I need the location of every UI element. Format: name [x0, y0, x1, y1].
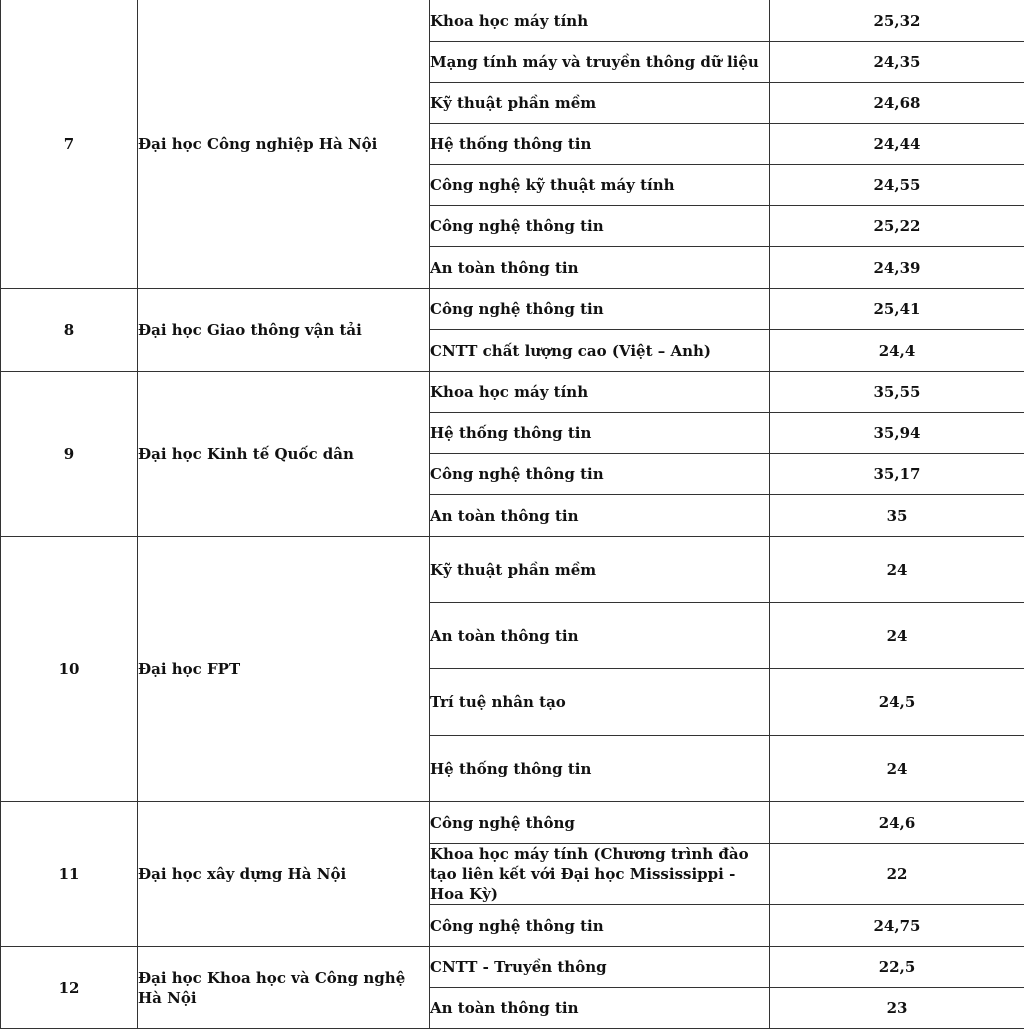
major-name: An toàn thông tin	[430, 495, 770, 537]
major-name: Hệ thống thông tin	[430, 413, 770, 454]
major-name: An toàn thông tin	[430, 988, 770, 1029]
cutoff-score: 23	[770, 988, 1024, 1029]
major-name: Mạng tính máy và truyền thông dữ liệu	[430, 42, 770, 83]
university-name: Đại học xây dựng Hà Nội	[138, 802, 430, 947]
major-name: Khoa học máy tính	[430, 372, 770, 413]
cutoff-score: 25,22	[770, 206, 1024, 247]
major-name: Công nghệ thông tin	[430, 289, 770, 330]
major-name: Công nghệ thông tin	[430, 454, 770, 495]
cutoff-score: 35,94	[770, 413, 1024, 454]
cutoff-score: 24,68	[770, 83, 1024, 124]
major-name: CNTT - Truyền thông	[430, 947, 770, 988]
university-name: Đại học FPT	[138, 537, 430, 802]
cutoff-score: 24,44	[770, 124, 1024, 165]
row-number: 8	[1, 289, 138, 372]
cutoff-score: 22	[770, 844, 1024, 905]
major-name: Công nghệ kỹ thuật máy tính	[430, 165, 770, 206]
major-name: Trí tuệ nhân tạo	[430, 669, 770, 736]
cutoff-score: 35,55	[770, 372, 1024, 413]
university-name: Đại học Công nghiệp Hà Nội	[138, 0, 430, 289]
table-row	[1, 289, 1024, 330]
row-number: 12	[1, 947, 138, 1029]
major-name: Hệ thống thông tin	[430, 124, 770, 165]
cutoff-score: 24,6	[770, 802, 1024, 844]
major-name: Kỹ thuật phần mềm	[430, 83, 770, 124]
cutoff-score: 25,32	[770, 0, 1024, 42]
table-row	[1, 0, 1024, 42]
major-name: An toàn thông tin	[430, 247, 770, 289]
major-name: Kỹ thuật phần mềm	[430, 537, 770, 603]
cutoff-score: 35,17	[770, 454, 1024, 495]
university-name: Đại học Khoa học và Công nghệ Hà Nội	[138, 947, 430, 1029]
cutoff-score: 24,35	[770, 42, 1024, 83]
major-name: Khoa học máy tính (Chương trình đào tạo liên kết với Đại học Mississippi - Hoa Kỳ)	[430, 844, 770, 905]
cutoff-score: 24	[770, 603, 1024, 669]
cutoff-score: 25,41	[770, 289, 1024, 330]
cutoff-score: 24,4	[770, 330, 1024, 372]
major-name: Công nghệ thông tin	[430, 206, 770, 247]
row-number: 9	[1, 372, 138, 537]
major-name: CNTT chất lượng cao (Việt – Anh)	[430, 330, 770, 372]
cutoff-score: 24,39	[770, 247, 1024, 289]
cutoff-score: 24	[770, 736, 1024, 802]
row-number: 7	[1, 0, 138, 289]
major-name: Công nghệ thông	[430, 802, 770, 844]
university-name: Đại học Giao thông vận tải	[138, 289, 430, 372]
cutoff-score: 35	[770, 495, 1024, 537]
major-name: Khoa học máy tính	[430, 0, 770, 42]
row-number: 11	[1, 802, 138, 947]
table-row	[1, 947, 1024, 988]
table-row	[1, 537, 1024, 603]
cutoff-score: 22,5	[770, 947, 1024, 988]
table-row	[1, 372, 1024, 413]
cutoff-score: 24,55	[770, 165, 1024, 206]
cutoff-score: 24,5	[770, 669, 1024, 736]
cutoff-score: 24,75	[770, 905, 1024, 947]
university-name: Đại học Kinh tế Quốc dân	[138, 372, 430, 537]
table-row	[1, 802, 1024, 844]
row-number: 10	[1, 537, 138, 802]
major-name: Công nghệ thông tin	[430, 905, 770, 947]
major-name: Hệ thống thông tin	[430, 736, 770, 802]
major-name: An toàn thông tin	[430, 603, 770, 669]
cutoff-score: 24	[770, 537, 1024, 603]
